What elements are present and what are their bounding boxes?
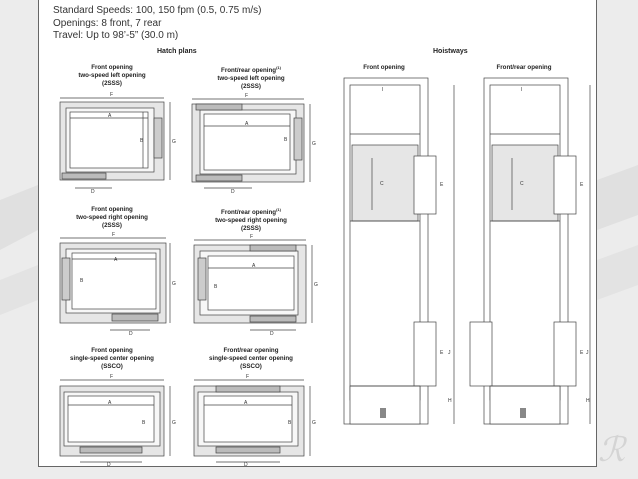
dim-d: D (107, 462, 111, 468)
spec-speeds: Standard Speeds: 100, 150 fpm (0.5, 0.75 m/s) (53, 5, 262, 16)
dim-j: J (448, 350, 451, 356)
dim-a: A (114, 257, 118, 263)
dim-h: H (448, 398, 452, 404)
dim-c: C (520, 181, 524, 187)
watermark-logo: ℛ (598, 430, 626, 470)
dim-b: B (214, 284, 218, 290)
dim-a: A (108, 113, 112, 119)
caption-frontrear-right: Front/rear opening$^{(1)}$ two-speed right opening (2SSS) (215, 207, 287, 233)
dim-g: G (172, 281, 176, 287)
dim-c: C (380, 181, 384, 187)
dim-j: J (586, 350, 589, 356)
dim-i: I (382, 87, 384, 93)
spec-travel: Travel: Up to 98’-5” (30.0 m) (53, 30, 179, 41)
dim-g: G (312, 420, 316, 426)
dim-b: B (288, 420, 292, 426)
hatch-plan-frontrear-center (194, 380, 310, 462)
caption-front-center: Front opening single-speed center opening (SSCO) (70, 347, 154, 370)
hatch-plans-heading: Hatch plans (157, 48, 197, 55)
hatch-plan-front-left (60, 98, 170, 188)
hoistway-frontrear (470, 78, 590, 424)
dim-b: B (142, 420, 146, 426)
dim-d: D (231, 189, 235, 195)
caption-front-right: Front opening two-speed right opening (2SSS) (76, 206, 148, 229)
caption-frontrear-center: Front/rear opening single-speed center opening (SSCO) (209, 347, 293, 370)
hatch-plan-frontrear-left (192, 99, 310, 188)
dim-f: F (110, 374, 114, 380)
dim-a: A (245, 121, 249, 127)
caption-hoistway-frontrear: Front/rear opening (496, 64, 552, 71)
dim-f: F (110, 92, 114, 98)
dim-h: H (586, 398, 590, 404)
dim-g: G (314, 282, 318, 288)
dim-g: G (172, 139, 176, 145)
spec-openings: Openings: 8 front, 7 rear (53, 17, 162, 29)
dim-f: F (245, 93, 249, 99)
dim-d: D (129, 331, 133, 337)
dim-g: G (172, 420, 176, 426)
dim-f: F (112, 232, 116, 238)
hatch-plan-front-center (60, 380, 170, 462)
dim-g: G (312, 141, 316, 147)
dim-f: F (250, 234, 254, 240)
caption-frontrear-left: Front/rear opening$^{(1)}$ two-speed left opening (2SSS) (217, 65, 285, 91)
dim-f: F (246, 374, 250, 380)
dim-i: I (521, 87, 523, 93)
dim-b: B (284, 137, 288, 143)
dim-a: A (108, 400, 112, 406)
dim-b: B (80, 278, 84, 284)
dim-b: B (140, 138, 144, 144)
hatch-plan-frontrear-right (194, 240, 312, 330)
dim-e: E (580, 182, 584, 188)
hoistways-heading: Hoistways (433, 48, 468, 55)
dim-e: E (440, 182, 444, 188)
caption-front-left: Front opening two-speed left opening (2SSS) (78, 64, 146, 87)
hoistway-front (344, 78, 454, 424)
dim-e: E (440, 350, 444, 356)
caption-hoistway-front: Front opening (363, 64, 405, 71)
dim-d: D (91, 189, 95, 195)
hatch-plan-front-right (60, 238, 170, 330)
dim-e: E (580, 350, 584, 356)
dim-d: D (270, 331, 274, 337)
dim-a: A (252, 263, 256, 269)
dim-a: A (244, 400, 248, 406)
dim-d: D (244, 462, 248, 468)
